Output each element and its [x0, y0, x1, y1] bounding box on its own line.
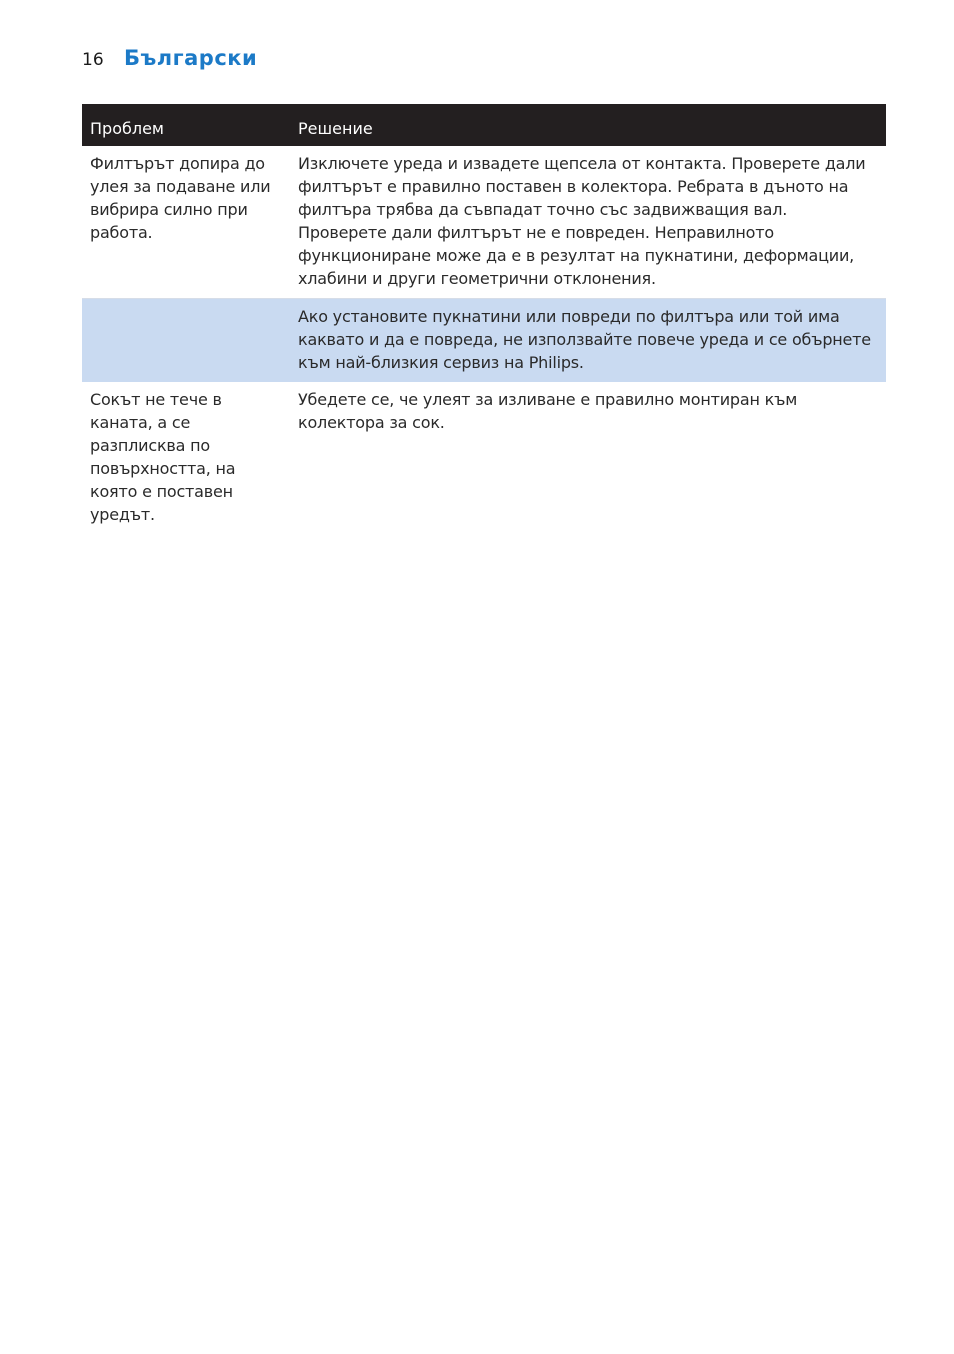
problem-cell: Филтърът допира до улея за подаване или вибрира силно при работа.	[82, 146, 290, 299]
solution-cell: Убедете се, че улеят за изливане е правилно монтиран към колектора за сок.	[298, 390, 798, 432]
solution-cell: Ако установите пукнатини или повреди по филтъра или той има каквато и да е повреда, не използвайте повече уреда и се обърнете към най-близкия сервиз на Philips.	[290, 299, 886, 383]
table-body	[82, 146, 886, 534]
table-row	[82, 382, 886, 534]
page-header	[82, 46, 257, 70]
troubleshooting-table	[82, 104, 886, 534]
problem-cell	[82, 299, 290, 383]
table-header-row	[82, 104, 886, 146]
column-header-problem: Проблем	[82, 104, 290, 146]
table-header	[82, 104, 886, 146]
table-row-highlighted	[82, 299, 886, 383]
column-header-solution: Решение	[290, 104, 886, 146]
problem-cell: Сокът не тече в каната, а се разплисква по повърхността, на която е поставен уредът.	[90, 390, 236, 524]
table-row	[82, 146, 886, 299]
solution-cell: Изключете уреда и извадете щепсела от контакта. Проверете дали филтърът е правилно поставен в колектора. Ребрата в дъното на филтъра трябва да съвпадат точно със задвижващия вал. Проверете дали филтърът не е повреден. Неправилното функциониране може да е в резултат на пукнатини, деформации, хлабини и други геометрични отклонения.	[290, 146, 886, 299]
section-title: Български	[124, 46, 258, 70]
page-number: 16	[82, 50, 104, 70]
